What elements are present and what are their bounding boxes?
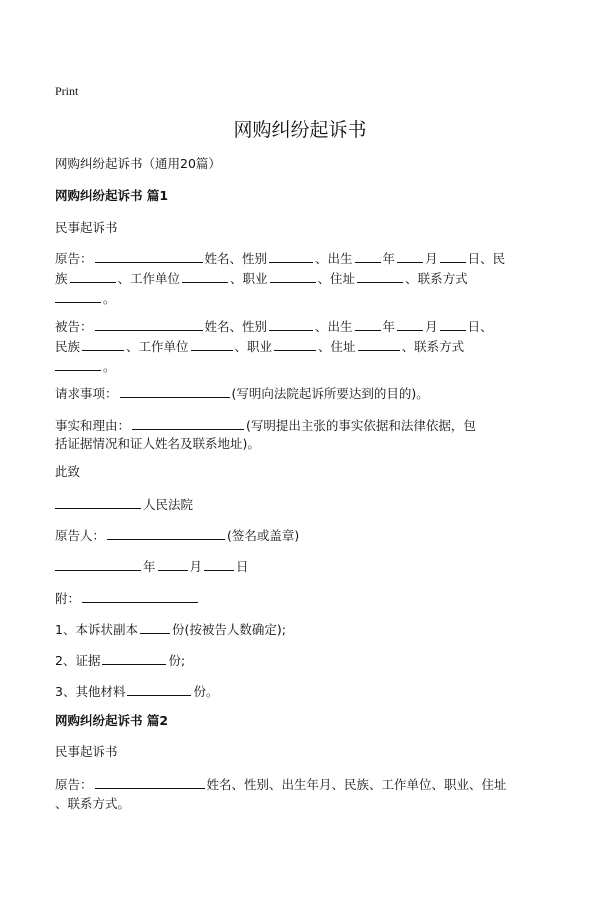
attachment-item-3: 3、其他材料 份。 [55,684,219,699]
date-blank-day[interactable] [204,558,234,571]
plaintiff-line-2: 族 、工作单位 、职业 、住址 、联系方式 [55,271,468,286]
plaintiff-blank-occupation[interactable] [270,270,316,283]
plaintiff-line-3: 。 [55,290,116,307]
claims-line: 请求事项： (写明向法院起诉所要达到的目的)。 [55,386,429,401]
date-blank-year[interactable] [55,558,141,571]
signer-line: 原告人： (签名或盖章) [55,528,300,543]
signer-blank[interactable] [107,527,225,540]
date-line: 年 月 日 [55,558,249,575]
plaintiff-2-line-2: 、联系方式。 [55,796,131,811]
defendant-line-1: 被告： 姓名、性别 、出生 年 月 日、 [55,319,493,334]
evidence-blank[interactable] [102,652,166,665]
plaintiff-blank-address[interactable] [357,270,403,283]
defendant-blank-year[interactable] [355,318,381,331]
copies-blank[interactable] [140,621,170,634]
plaintiff-2-line-1: 原告： 姓名、性别、出生年月、民族、工作单位、职业、住址 [55,777,507,792]
facts-line-2: 括证据情况和证人姓名及联系地址)。 [55,436,260,451]
defendant-blank-employer[interactable] [191,338,233,351]
court-blank[interactable] [55,496,141,509]
defendant-blank-month[interactable] [397,318,423,331]
plaintiff-line-1: 原告： 姓名、性别 、出生 年 月 日、民 [55,251,506,266]
print-label: Print [55,84,79,98]
defendant-line-3: 。 [55,358,116,375]
defendant-blank-day[interactable] [440,318,466,331]
plaintiff-blank-contact[interactable] [55,290,101,303]
defendant-blank-address[interactable] [358,338,400,351]
doc-type-label-2: 民事起诉书 [55,744,118,759]
plaintiff-blank-name[interactable] [95,250,203,263]
page-title: 网购纠纷起诉书 [233,119,367,141]
defendant-blank-contact[interactable] [55,358,101,371]
attachment-line: 附： [55,590,200,607]
defendant-blank-ethnicity[interactable] [82,338,124,351]
defendant-line-2: 民族 、工作单位 、职业 、住址 、联系方式 [55,339,465,354]
attachment-item-1: 1、本诉状副本 份(按被告人数确定); [55,622,286,637]
date-blank-month[interactable] [158,558,188,571]
plaintiff-blank-month[interactable] [397,250,423,263]
defendant-blank-name[interactable] [95,318,203,331]
section-heading-1: 网购纠纷起诉书 篇1 [55,188,169,203]
other-materials-blank[interactable] [127,683,191,696]
attachment-item-2: 2、证据 份; [55,653,186,668]
plaintiff-2-blank[interactable] [95,776,205,789]
plaintiff-blank-gender[interactable] [269,250,313,263]
facts-blank[interactable] [132,417,244,430]
plaintiff-blank-year[interactable] [355,250,381,263]
court-line: 人民法院 [55,496,193,513]
section-heading-2: 网购纠纷起诉书 篇2 [55,713,169,728]
claims-blank[interactable] [120,385,230,398]
plaintiff-blank-ethnicity[interactable] [70,270,116,283]
salutation: 此致 [55,464,81,479]
plaintiff-blank-day[interactable] [440,250,466,263]
defendant-blank-gender[interactable] [269,318,313,331]
doc-type-label-1: 民事起诉书 [55,220,118,235]
document-subtitle: 网购纠纷起诉书（通用20篇） [55,156,221,171]
defendant-blank-occupation[interactable] [274,338,316,351]
attachment-blank[interactable] [82,590,198,603]
facts-line-1: 事实和理由： (写明提出主张的事实依据和法律依据，包 [55,418,476,433]
plaintiff-blank-employer[interactable] [182,270,228,283]
